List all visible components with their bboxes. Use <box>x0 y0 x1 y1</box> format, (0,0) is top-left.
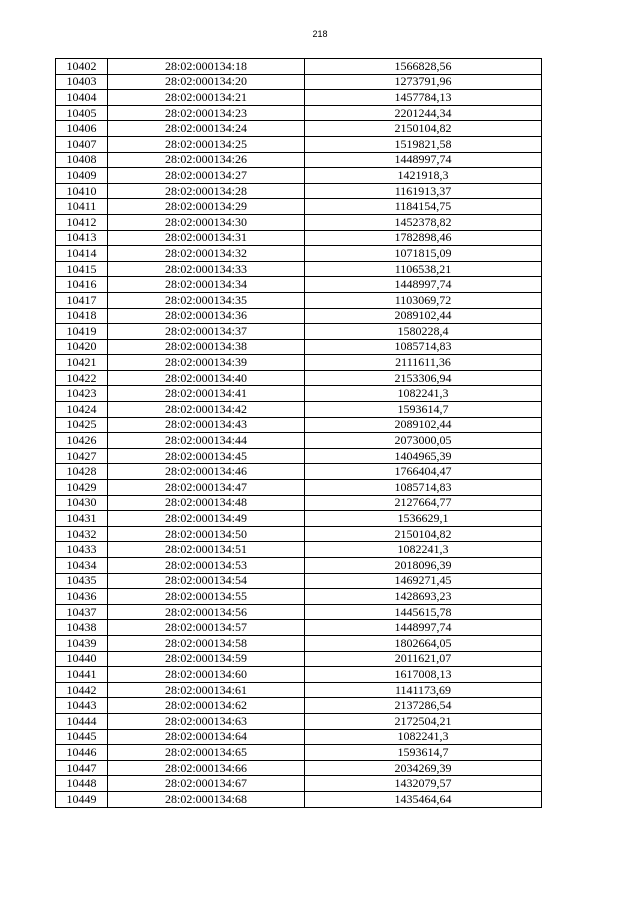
table-row <box>56 635 542 651</box>
cadastral-number-cell: 28:02:000134:47 <box>108 480 305 496</box>
cadastral-value-cell: 1448997,74 <box>305 620 542 636</box>
cadastral-number-cell: 28:02:000134:43 <box>108 417 305 433</box>
cadastral-value-cell: 1085714,83 <box>305 480 542 496</box>
cadastral-number-cell: 28:02:000134:20 <box>108 74 305 90</box>
row-number-cell: 10410 <box>56 183 108 199</box>
row-number-cell: 10414 <box>56 246 108 262</box>
table-row <box>56 448 542 464</box>
row-number-cell: 10438 <box>56 620 108 636</box>
table-row <box>56 90 542 106</box>
table-row <box>56 604 542 620</box>
cadastral-value-table <box>55 58 542 808</box>
row-number-cell: 10419 <box>56 324 108 340</box>
cadastral-value-cell: 1580228,4 <box>305 324 542 340</box>
cadastral-number-cell: 28:02:000134:50 <box>108 526 305 542</box>
row-number-cell: 10417 <box>56 292 108 308</box>
cadastral-value-cell: 1103069,72 <box>305 292 542 308</box>
table-row <box>56 417 542 433</box>
row-number-cell: 10427 <box>56 448 108 464</box>
table-row <box>56 651 542 667</box>
row-number-cell: 10426 <box>56 433 108 449</box>
table-row <box>56 698 542 714</box>
cadastral-number-cell: 28:02:000134:36 <box>108 308 305 324</box>
table-row <box>56 183 542 199</box>
cadastral-value-cell: 1445615,78 <box>305 604 542 620</box>
cadastral-number-cell: 28:02:000134:61 <box>108 682 305 698</box>
cadastral-number-cell: 28:02:000134:29 <box>108 199 305 215</box>
cadastral-number-cell: 28:02:000134:67 <box>108 776 305 792</box>
cadastral-number-cell: 28:02:000134:51 <box>108 542 305 558</box>
cadastral-number-cell: 28:02:000134:57 <box>108 620 305 636</box>
table-row <box>56 59 542 75</box>
cadastral-number-cell: 28:02:000134:54 <box>108 573 305 589</box>
cadastral-number-cell: 28:02:000134:58 <box>108 635 305 651</box>
cadastral-value-cell: 2172504,21 <box>305 713 542 729</box>
table-row <box>56 573 542 589</box>
cadastral-number-cell: 28:02:000134:60 <box>108 667 305 683</box>
cadastral-value-cell: 1469271,45 <box>305 573 542 589</box>
cadastral-value-cell: 1106538,21 <box>305 261 542 277</box>
row-number-cell: 10447 <box>56 760 108 776</box>
row-number-cell: 10404 <box>56 90 108 106</box>
cadastral-value-cell: 1435464,64 <box>305 791 542 807</box>
table-row <box>56 729 542 745</box>
cadastral-number-cell: 28:02:000134:24 <box>108 121 305 137</box>
row-number-cell: 10441 <box>56 667 108 683</box>
cadastral-value-cell: 2034269,39 <box>305 760 542 776</box>
table-row <box>56 105 542 121</box>
cadastral-number-cell: 28:02:000134:39 <box>108 355 305 371</box>
row-number-cell: 10444 <box>56 713 108 729</box>
cadastral-number-cell: 28:02:000134:28 <box>108 183 305 199</box>
cadastral-number-cell: 28:02:000134:35 <box>108 292 305 308</box>
cadastral-number-cell: 28:02:000134:42 <box>108 402 305 418</box>
table-row <box>56 261 542 277</box>
row-number-cell: 10430 <box>56 495 108 511</box>
table-row <box>56 495 542 511</box>
row-number-cell: 10406 <box>56 121 108 137</box>
table-row <box>56 308 542 324</box>
row-number-cell: 10421 <box>56 355 108 371</box>
row-number-cell: 10420 <box>56 339 108 355</box>
cadastral-number-cell: 28:02:000134:62 <box>108 698 305 714</box>
row-number-cell: 10402 <box>56 59 108 75</box>
table-row <box>56 558 542 574</box>
cadastral-value-cell: 1082241,3 <box>305 386 542 402</box>
table-row <box>56 511 542 527</box>
row-number-cell: 10425 <box>56 417 108 433</box>
cadastral-number-cell: 28:02:000134:31 <box>108 230 305 246</box>
row-number-cell: 10435 <box>56 573 108 589</box>
cadastral-number-cell: 28:02:000134:26 <box>108 152 305 168</box>
cadastral-value-cell: 1085714,83 <box>305 339 542 355</box>
cadastral-value-cell: 2111611,36 <box>305 355 542 371</box>
cadastral-number-cell: 28:02:000134:65 <box>108 745 305 761</box>
cadastral-value-cell: 1428693,23 <box>305 589 542 605</box>
cadastral-value-cell: 2089102,44 <box>305 308 542 324</box>
row-number-cell: 10434 <box>56 558 108 574</box>
table-row <box>56 589 542 605</box>
cadastral-value-cell: 1766404,47 <box>305 464 542 480</box>
table-row <box>56 386 542 402</box>
row-number-cell: 10415 <box>56 261 108 277</box>
cadastral-number-cell: 28:02:000134:45 <box>108 448 305 464</box>
cadastral-value-cell: 1617008,13 <box>305 667 542 683</box>
cadastral-value-cell: 1536629,1 <box>305 511 542 527</box>
row-number-cell: 10409 <box>56 168 108 184</box>
row-number-cell: 10405 <box>56 105 108 121</box>
table-row <box>56 214 542 230</box>
row-number-cell: 10418 <box>56 308 108 324</box>
table-row <box>56 230 542 246</box>
cadastral-value-cell: 2018096,39 <box>305 558 542 574</box>
cadastral-value-cell: 1452378,82 <box>305 214 542 230</box>
cadastral-number-cell: 28:02:000134:21 <box>108 90 305 106</box>
table-row <box>56 292 542 308</box>
table-row <box>56 526 542 542</box>
cadastral-value-cell: 2011621,07 <box>305 651 542 667</box>
cadastral-number-cell: 28:02:000134:56 <box>108 604 305 620</box>
row-number-cell: 10448 <box>56 776 108 792</box>
cadastral-value-cell: 1404965,39 <box>305 448 542 464</box>
page-number: 218 <box>312 29 328 39</box>
table-row <box>56 620 542 636</box>
cadastral-number-cell: 28:02:000134:34 <box>108 277 305 293</box>
row-number-cell: 10413 <box>56 230 108 246</box>
cadastral-value-cell: 1273791,96 <box>305 74 542 90</box>
table-row <box>56 745 542 761</box>
table-row <box>56 121 542 137</box>
cadastral-number-cell: 28:02:000134:53 <box>108 558 305 574</box>
row-number-cell: 10442 <box>56 682 108 698</box>
table-row <box>56 542 542 558</box>
table-row <box>56 355 542 371</box>
row-number-cell: 10403 <box>56 74 108 90</box>
cadastral-value-cell: 2153306,94 <box>305 370 542 386</box>
row-number-cell: 10445 <box>56 729 108 745</box>
row-number-cell: 10446 <box>56 745 108 761</box>
table-row <box>56 74 542 90</box>
table-row <box>56 152 542 168</box>
row-number-cell: 10439 <box>56 635 108 651</box>
row-number-cell: 10432 <box>56 526 108 542</box>
cadastral-value-cell: 1593614,7 <box>305 402 542 418</box>
cadastral-number-cell: 28:02:000134:49 <box>108 511 305 527</box>
cadastral-value-cell: 1082241,3 <box>305 542 542 558</box>
cadastral-number-cell: 28:02:000134:55 <box>108 589 305 605</box>
cadastral-number-cell: 28:02:000134:37 <box>108 324 305 340</box>
cadastral-number-cell: 28:02:000134:66 <box>108 760 305 776</box>
cadastral-value-cell: 1782898,46 <box>305 230 542 246</box>
cadastral-value-cell: 2137286,54 <box>305 698 542 714</box>
cadastral-value-cell: 1421918,3 <box>305 168 542 184</box>
cadastral-number-cell: 28:02:000134:41 <box>108 386 305 402</box>
cadastral-number-cell: 28:02:000134:30 <box>108 214 305 230</box>
table-row <box>56 480 542 496</box>
cadastral-number-cell: 28:02:000134:23 <box>108 105 305 121</box>
cadastral-value-cell: 1432079,57 <box>305 776 542 792</box>
cadastral-number-cell: 28:02:000134:68 <box>108 791 305 807</box>
table-row <box>56 324 542 340</box>
cadastral-number-cell: 28:02:000134:59 <box>108 651 305 667</box>
cadastral-number-cell: 28:02:000134:18 <box>108 59 305 75</box>
cadastral-value-cell: 1071815,09 <box>305 246 542 262</box>
cadastral-value-cell: 1566828,56 <box>305 59 542 75</box>
table-row <box>56 402 542 418</box>
row-number-cell: 10423 <box>56 386 108 402</box>
row-number-cell: 10449 <box>56 791 108 807</box>
table-row <box>56 464 542 480</box>
cadastral-value-cell: 1082241,3 <box>305 729 542 745</box>
row-number-cell: 10424 <box>56 402 108 418</box>
cadastral-value-cell: 2150104,82 <box>305 526 542 542</box>
cadastral-number-cell: 28:02:000134:32 <box>108 246 305 262</box>
cadastral-value-cell: 2073000,05 <box>305 433 542 449</box>
cadastral-number-cell: 28:02:000134:40 <box>108 370 305 386</box>
row-number-cell: 10431 <box>56 511 108 527</box>
table-row <box>56 791 542 807</box>
table-body <box>56 59 542 808</box>
cadastral-value-cell: 1184154,75 <box>305 199 542 215</box>
table-row <box>56 339 542 355</box>
cadastral-number-cell: 28:02:000134:48 <box>108 495 305 511</box>
row-number-cell: 10416 <box>56 277 108 293</box>
cadastral-value-cell: 2150104,82 <box>305 121 542 137</box>
table-row <box>56 713 542 729</box>
table-row <box>56 168 542 184</box>
row-number-cell: 10412 <box>56 214 108 230</box>
cadastral-number-cell: 28:02:000134:64 <box>108 729 305 745</box>
table-row <box>56 667 542 683</box>
row-number-cell: 10411 <box>56 199 108 215</box>
table-row <box>56 682 542 698</box>
cadastral-value-cell: 1519821,58 <box>305 136 542 152</box>
table-row <box>56 760 542 776</box>
table-row <box>56 433 542 449</box>
row-number-cell: 10443 <box>56 698 108 714</box>
table-row <box>56 370 542 386</box>
cadastral-value-cell: 2127664,77 <box>305 495 542 511</box>
cadastral-number-cell: 28:02:000134:38 <box>108 339 305 355</box>
cadastral-number-cell: 28:02:000134:46 <box>108 464 305 480</box>
cadastral-value-cell: 1457784,13 <box>305 90 542 106</box>
cadastral-number-cell: 28:02:000134:44 <box>108 433 305 449</box>
row-number-cell: 10440 <box>56 651 108 667</box>
cadastral-value-cell: 1448997,74 <box>305 152 542 168</box>
cadastral-value-cell: 2201244,34 <box>305 105 542 121</box>
row-number-cell: 10437 <box>56 604 108 620</box>
cadastral-value-cell: 1141173,69 <box>305 682 542 698</box>
cadastral-number-cell: 28:02:000134:33 <box>108 261 305 277</box>
table-row <box>56 246 542 262</box>
row-number-cell: 10433 <box>56 542 108 558</box>
table-row <box>56 776 542 792</box>
cadastral-number-cell: 28:02:000134:25 <box>108 136 305 152</box>
cadastral-number-cell: 28:02:000134:27 <box>108 168 305 184</box>
row-number-cell: 10429 <box>56 480 108 496</box>
cadastral-number-cell: 28:02:000134:63 <box>108 713 305 729</box>
cadastral-value-cell: 1448997,74 <box>305 277 542 293</box>
table-row <box>56 277 542 293</box>
cadastral-value-cell: 1161913,37 <box>305 183 542 199</box>
table-row <box>56 199 542 215</box>
cadastral-value-cell: 1593614,7 <box>305 745 542 761</box>
row-number-cell: 10422 <box>56 370 108 386</box>
row-number-cell: 10436 <box>56 589 108 605</box>
row-number-cell: 10428 <box>56 464 108 480</box>
row-number-cell: 10407 <box>56 136 108 152</box>
table-row <box>56 136 542 152</box>
cadastral-value-cell: 2089102,44 <box>305 417 542 433</box>
cadastral-value-cell: 1802664,05 <box>305 635 542 651</box>
row-number-cell: 10408 <box>56 152 108 168</box>
